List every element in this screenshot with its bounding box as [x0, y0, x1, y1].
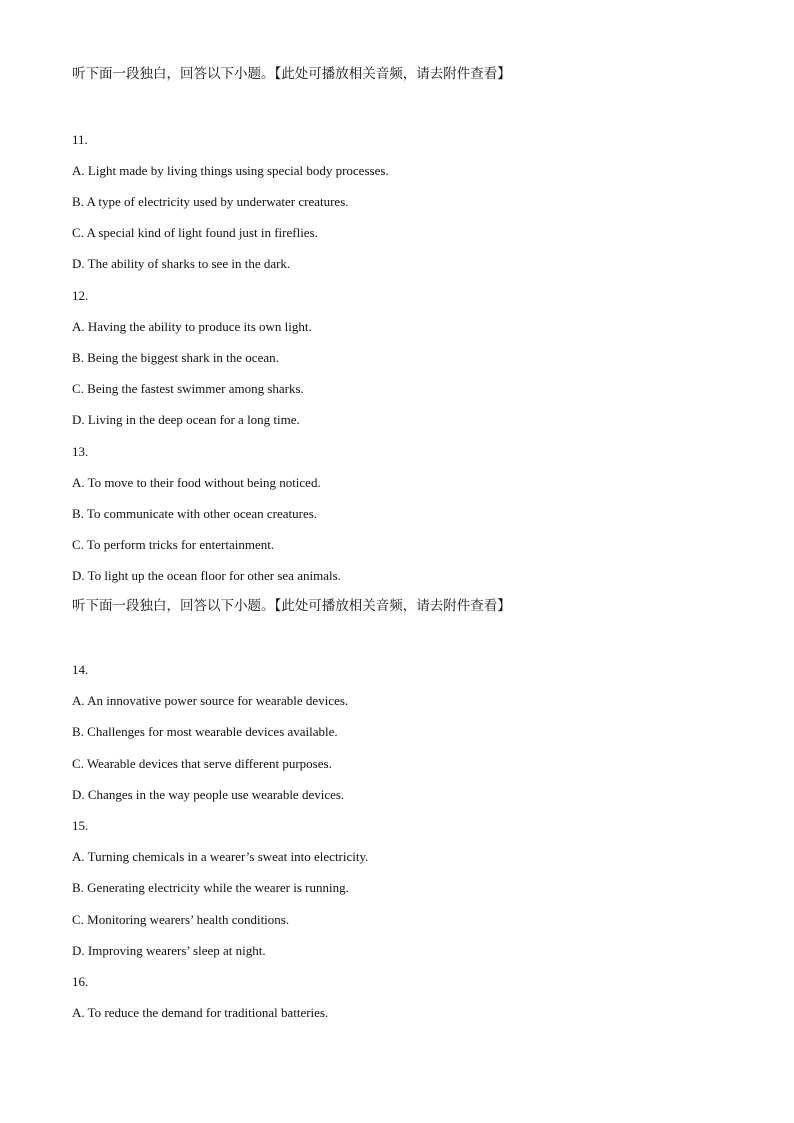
option-c: C. Monitoring wearers’ health conditions.	[72, 912, 290, 927]
question-number: 11.	[72, 132, 88, 147]
option-a: A. An innovative power source for wearable devices.	[72, 693, 349, 708]
option-d: D. To light up the ocean floor for other sea animals.	[72, 568, 341, 583]
option-c: C. A special kind of light found just in fireflies.	[72, 225, 318, 240]
option-a: A. To move to their food without being noticed.	[72, 475, 321, 490]
option-d: D. Changes in the way people use wearable devices.	[72, 787, 345, 802]
option-a: A. Having the ability to produce its own light.	[72, 319, 312, 334]
option-b: B. Being the biggest shark in the ocean.	[72, 350, 279, 365]
option-d: D. Improving wearers’ sleep at night.	[72, 943, 266, 958]
question-number: 14.	[72, 662, 89, 677]
option-c: C. To perform tricks for entertainment.	[72, 537, 275, 552]
question-number: 12.	[72, 288, 89, 303]
option-d: D. The ability of sharks to see in the dark.	[72, 256, 291, 271]
option-b: B. To communicate with other ocean creatures.	[72, 506, 318, 521]
question-number: 15.	[72, 818, 89, 833]
option-c: C. Wearable devices that serve different purposes.	[72, 756, 332, 771]
option-b: B. A type of electricity used by underwater creatures.	[72, 194, 349, 209]
question-number: 13.	[72, 444, 89, 459]
option-a: A. To reduce the demand for traditional batteries.	[72, 1005, 329, 1020]
listening-instruction: 听下面一段独白，回答以下小题。【此处可播放相关音频，请去附件查看】	[72, 66, 511, 82]
listening-instruction: 听下面一段独白，回答以下小题。【此处可播放相关音频，请去附件查看】	[72, 598, 511, 614]
option-a: A. Turning chemicals in a wearer’s sweat into electricity.	[72, 849, 369, 864]
question-number: 16.	[72, 974, 89, 989]
option-b: B. Challenges for most wearable devices available.	[72, 724, 338, 739]
option-a: A. Light made by living things using special body processes.	[72, 163, 389, 178]
option-c: C. Being the fastest swimmer among sharks.	[72, 381, 304, 396]
option-b: B. Generating electricity while the wearer is running.	[72, 880, 349, 895]
option-d: D. Living in the deep ocean for a long time.	[72, 412, 300, 427]
